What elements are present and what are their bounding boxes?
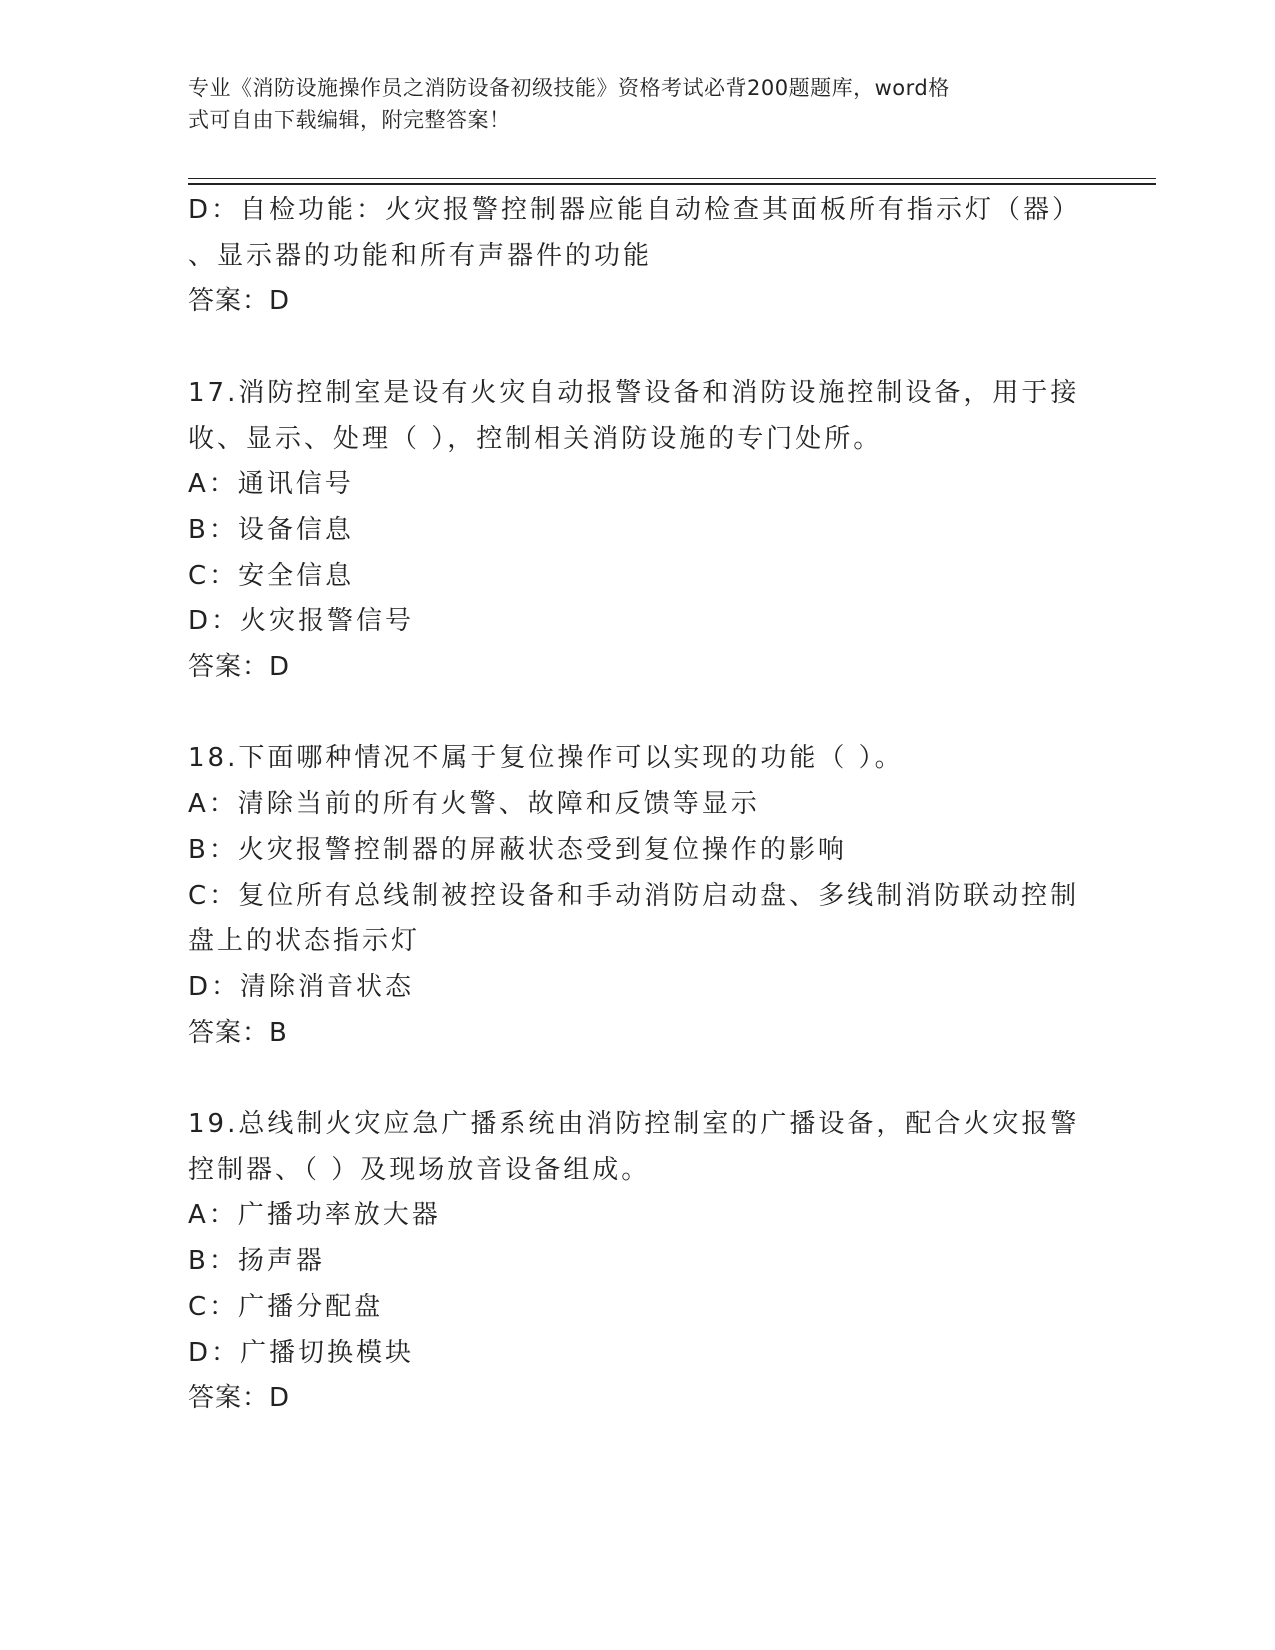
q19-answer: 答案：D (188, 1383, 291, 1414)
spacer (188, 1056, 1088, 1102)
q19-option-b: B：扬声器 (188, 1246, 325, 1277)
q18-option-d: D：清除消音状态 (188, 971, 415, 1002)
q17-answer: 答案：D (188, 652, 291, 683)
spacer (188, 691, 1088, 737)
q16-answer: 答案：D (188, 286, 291, 317)
q19-stem-line-2: 控制器、（ ）及现场放音设备组成。 (188, 1154, 651, 1185)
q16-option-d-line-1: D：自检功能：火灾报警控制器应能自动检查其面板所有指示灯（器） (188, 195, 1082, 225)
header-line-2: 式可自由下载编辑，附完整答案！ (188, 108, 511, 132)
q17-stem-line-2: 收、显示、处理（ ），控制相关消防设施的专门处所。 (188, 423, 883, 454)
q19-option-d: D：广播切换模块 (188, 1337, 415, 1368)
q18-option-c-line-2: 盘上的状态指示灯 (188, 926, 421, 957)
question-16 (188, 188, 1088, 325)
header-divider-thin (188, 178, 1156, 179)
header-divider-thick (188, 183, 1156, 185)
question-18 (188, 736, 1088, 1056)
q17-option-b: B：设备信息 (188, 514, 354, 545)
q18-option-c-line-1: C：复位所有总线制被控设备和手动消防启动盘、多线制消防联动控制 (188, 880, 1080, 911)
question-content (188, 188, 1088, 1422)
q19-stem-line-1: 19.总线制火灾应急广播系统由消防控制室的广播设备，配合火灾报警 (188, 1109, 1080, 1140)
question-19 (188, 1102, 1088, 1422)
q17-option-a: A：通讯信号 (188, 469, 354, 500)
q19-option-a: A：广播功率放大器 (188, 1200, 441, 1231)
q19-option-c: C：广播分配盘 (188, 1291, 384, 1322)
q18-option-a: A：清除当前的所有火警、故障和反馈等显示 (188, 789, 760, 820)
spacer (188, 325, 1088, 371)
q17-stem-line-1: 17.消防控制室是设有火灾自动报警设备和消防设施控制设备，用于接 (188, 377, 1080, 408)
q17-option-c: C：安全信息 (188, 560, 355, 591)
question-17 (188, 371, 1088, 691)
document-header (188, 72, 1088, 136)
q16-option-d-line-2: 、显示器的功能和所有声器件的功能 (188, 240, 653, 271)
header-line-1: 专业《消防设施操作员之消防设备初级技能》资格考试必背200题题库，word格 (188, 76, 950, 100)
q18-answer: 答案：B (188, 1017, 288, 1048)
q17-option-d: D：火灾报警信号 (188, 606, 415, 637)
q18-stem: 18.下面哪种情况不属于复位操作可以实现的功能（ ）。 (188, 743, 904, 774)
q18-option-b: B：火灾报警控制器的屏蔽状态受到复位操作的影响 (188, 834, 847, 865)
